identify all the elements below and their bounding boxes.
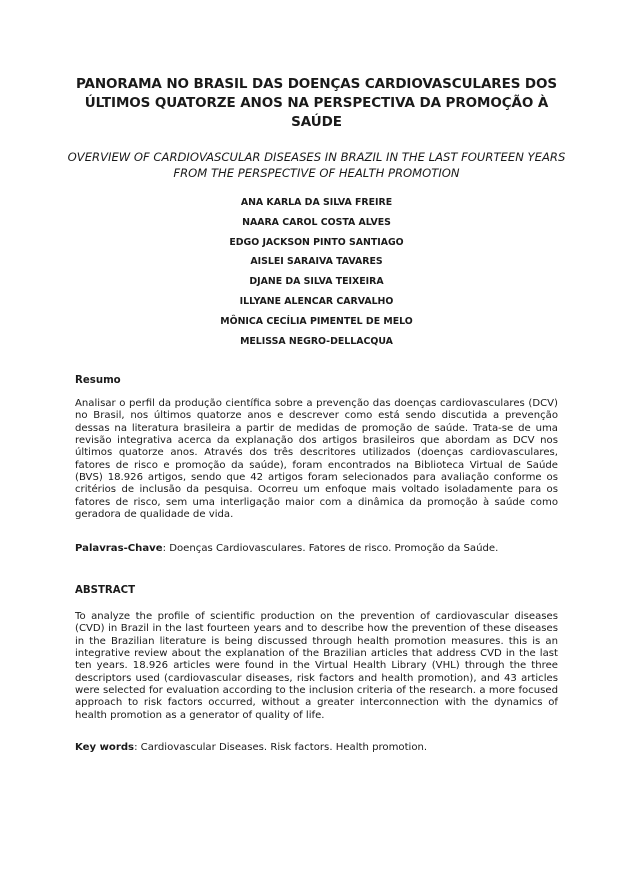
author-name: MÔNICA CECÍLIA PIMENTEL DE MELO: [220, 315, 413, 327]
abstract-keywords-text: : Cardiovascular Diseases. Risk factors. Health promotion.: [134, 742, 428, 753]
author-name: ILLYANE ALENCAR CARVALHO: [239, 295, 394, 307]
author-list: [60, 193, 573, 351]
author-name: AISLEI SARAIVA TAVARES: [250, 256, 383, 268]
author-name: NAARA CAROL COSTA ALVES: [242, 216, 391, 228]
paper-subtitle: OVERVIEW OF CARDIOVASCULAR DISEASES IN BRAZIL IN THE LAST FOURTEEN YEARS FROM THE PERSPECTIVE OF HEALTH PROMOTION: [67, 150, 566, 180]
resumo-keywords-text: : Doenças Cardiovasculares. Fatores de risco. Promoção da Saúde.: [162, 543, 499, 554]
resumo-text: Analisar o perfil da produção científica sobre a prevenção das doenças cardiovasculares (DCV) no Brasil, nos últimos quatorze anos e descrever como está sendo discutida a prevenção dessas na literatura brasileira a partir de medidas de promoção de saúde. Trata-se de uma revisão integrativa acerca da explanação dos artigos brasileiros que abordam as DCV nos últimos quatorze anos. Através dos três descritores utilizados (doenças cardiovasculares, fatores de risco e promoção da saúde), foram encontrados na Biblioteca Virtual de Saúde (BVS) 18.926 artigos, sendo que 42 artigos foram selecionados para avaliação conforme os critérios de inclusão da pesquisa. Ocorreu um enfoque mais voltado isoladamente para os fatores de risco, sem uma interligação maior com a dinâmica da promoção à saúde como geradora de qualidade de vida.: [75, 398, 558, 521]
resumo-keywords-label: Palavras-Chave: [75, 543, 163, 554]
author-name: ANA KARLA DA SILVA FREIRE: [240, 197, 393, 208]
resumo-keywords: [75, 542, 558, 555]
author-name: DJANE DA SILVA TEIXEIRA: [249, 276, 384, 288]
author-name: EDGO JACKSON PINTO SANTIAGO: [229, 236, 404, 248]
resumo-heading: Resumo: [75, 375, 121, 386]
author-name: MELISSA NEGRO-DELLACQUA: [240, 335, 393, 347]
abstract-text: To analyze the profile of scientific production on the prevention of cardiovascular diseases (CVD) in Brazil in the last fourteen years and to describe how the prevention of these diseases in the Brazilian literature is being discussed through health promotion measures. this is an integrative review about the explanation of the Brazilian articles that address CVD in the last ten years. 18.926 articles were found in the Virtual Health Library (VHL) through the three descriptors used (cardiovascular diseases, risk factors and health promotion), and 43 articles were selected for evaluation according to the inclusion criteria of the research. a more focused approach to risk factors occurred, without a greater interconnection with the dynamics of health promotion as a generator of quality of life.: [75, 611, 558, 721]
abstract-keywords: [75, 741, 558, 754]
paper-title: PANORAMA NO BRASIL DAS DOENÇAS CARDIOVASCULARES DOS ÚLTIMOS QUATORZE ANOS NA PERSPECTIVA DA PROMOÇÃO À SAÚDE: [75, 76, 558, 130]
abstract-keywords-label: Key words: [75, 742, 135, 753]
abstract-heading: ABSTRACT: [75, 585, 136, 596]
